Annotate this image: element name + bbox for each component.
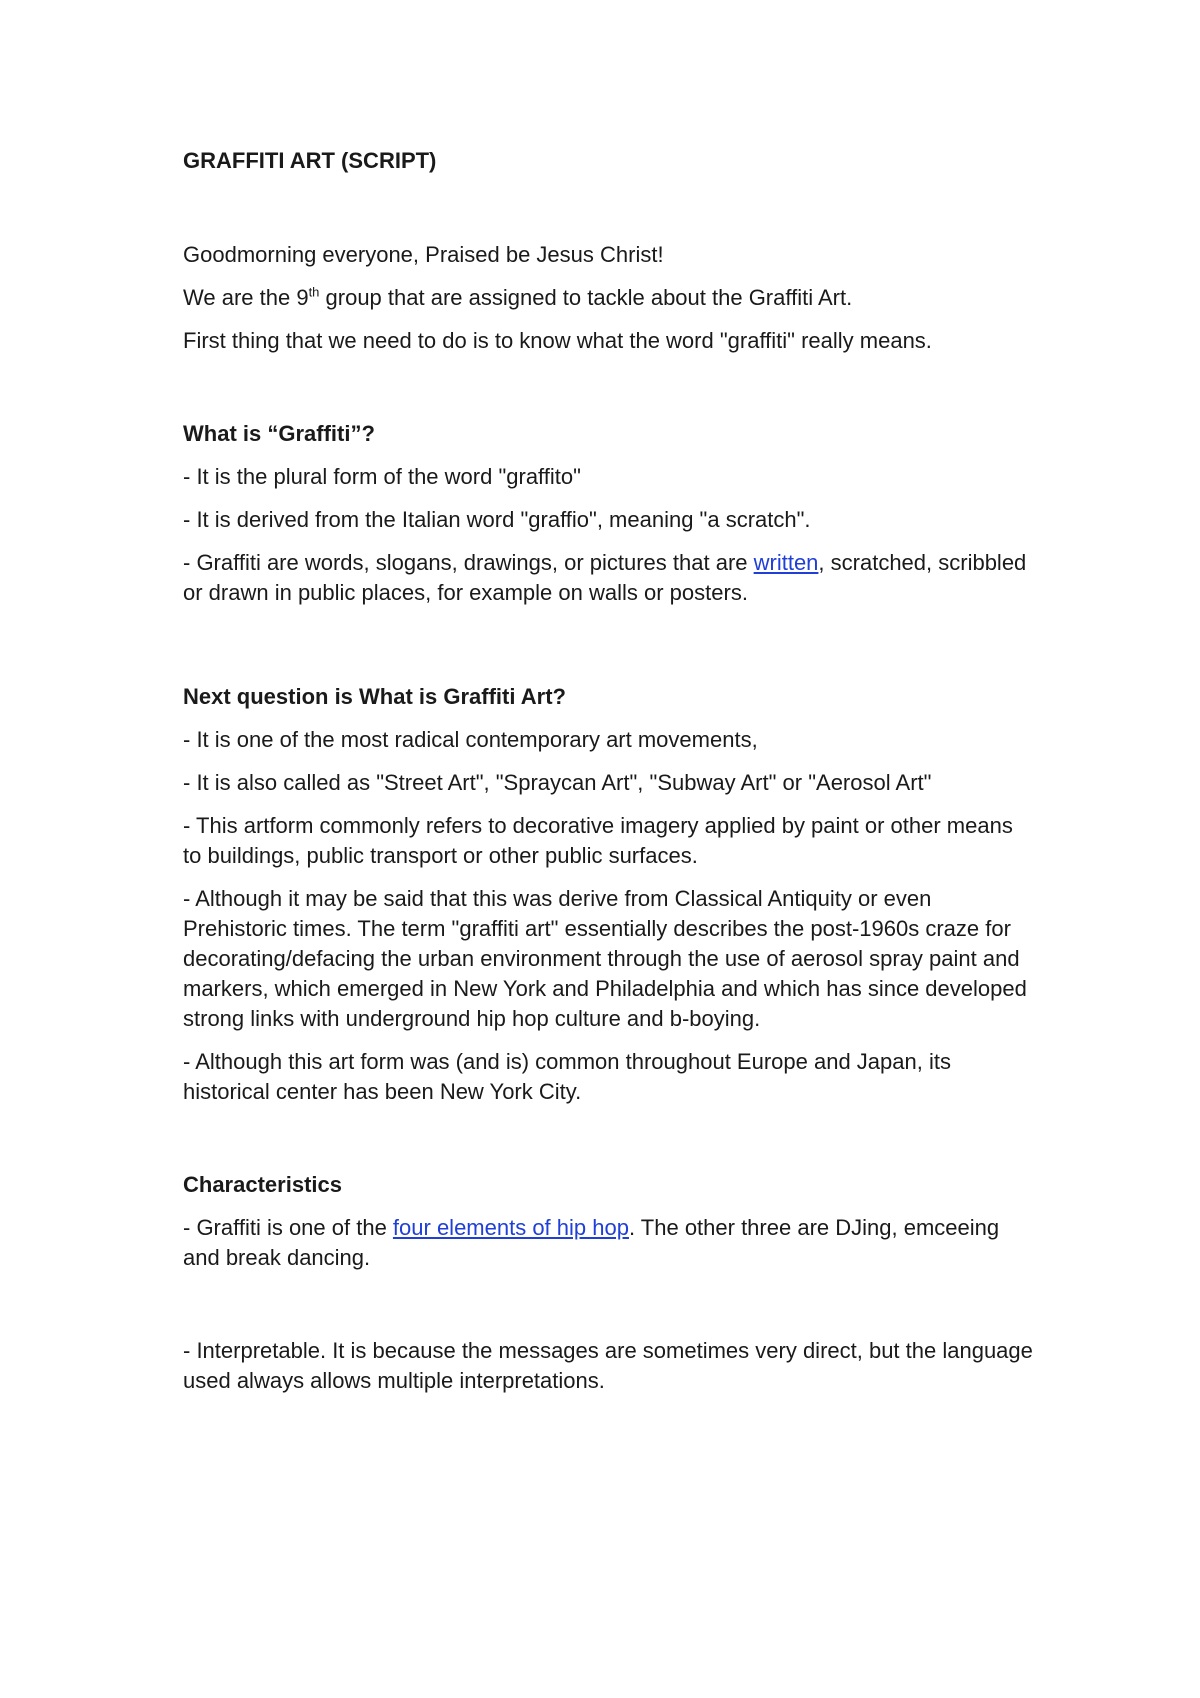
first-thing-paragraph: First thing that we need to do is to know what the word "graffiti" really means. — [183, 328, 932, 353]
group-paragraph — [183, 283, 1033, 313]
document-title: GRAFFITI ART (SCRIPT) — [183, 148, 437, 173]
written-link[interactable]: written — [753, 550, 819, 575]
ordinal-superscript: th — [308, 284, 320, 300]
list-item: - Although this art form was (and is) common throughout Europe and Japan, its historical center has been New York City. — [183, 1049, 951, 1104]
document-body — [183, 146, 1033, 1396]
item-text-before: - Graffiti is one of the — [183, 1215, 393, 1240]
list-item: - It is derived from the Italian word "graffio", meaning "a scratch". — [183, 507, 811, 532]
item-text-before: - Graffiti are words, slogans, drawings, or pictures that are — [183, 550, 754, 575]
group-text-after: group that are assigned to tackle about the Graffiti Art. — [319, 285, 853, 310]
list-item: - This artform commonly refers to decorative imagery applied by paint or other means to buildings, public transport or other public surfaces. — [183, 813, 1013, 868]
item-text-after: . The other three are DJing, emceeing and break dancing. — [183, 1215, 1000, 1270]
list-item-with-link — [183, 1213, 1033, 1273]
section-heading-characteristics: Characteristics — [183, 1172, 342, 1197]
section-heading-what-is-graffiti: What is “Graffiti”? — [183, 421, 375, 446]
list-item-with-link — [183, 548, 1033, 608]
list-item: - Although it may be said that this was derive from Classical Antiquity or even Prehistoric times. The term "graffiti art" essentially describes the post-1960s craze for decorating/defacing the urban environment through the use of aerosol spray paint and markers, which emerged in New York and Philadelphia and which has since developed strong links with underground hip hop culture and b-boying. — [183, 886, 1027, 1031]
section-heading-graffiti-art: Next question is What is Graffiti Art? — [183, 684, 566, 709]
greeting-paragraph: Goodmorning everyone, Praised be Jesus Christ! — [183, 242, 664, 267]
group-text-before: We are the 9 — [183, 285, 309, 310]
four-elements-link[interactable]: four elements of hip hop — [392, 1215, 629, 1240]
item-text-after: , scratched, scribbled or drawn in public places, for example on walls or posters. — [183, 550, 1027, 605]
list-item: - Interpretable. It is because the messages are sometimes very direct, but the language used always allows multiple interpretations. — [183, 1338, 1033, 1393]
list-item: - It is the plural form of the word "graffito" — [183, 464, 581, 489]
list-item: - It is one of the most radical contemporary art movements, — [183, 727, 758, 752]
list-item: - It is also called as "Street Art", "Spraycan Art", "Subway Art" or "Aerosol Art" — [183, 770, 932, 795]
